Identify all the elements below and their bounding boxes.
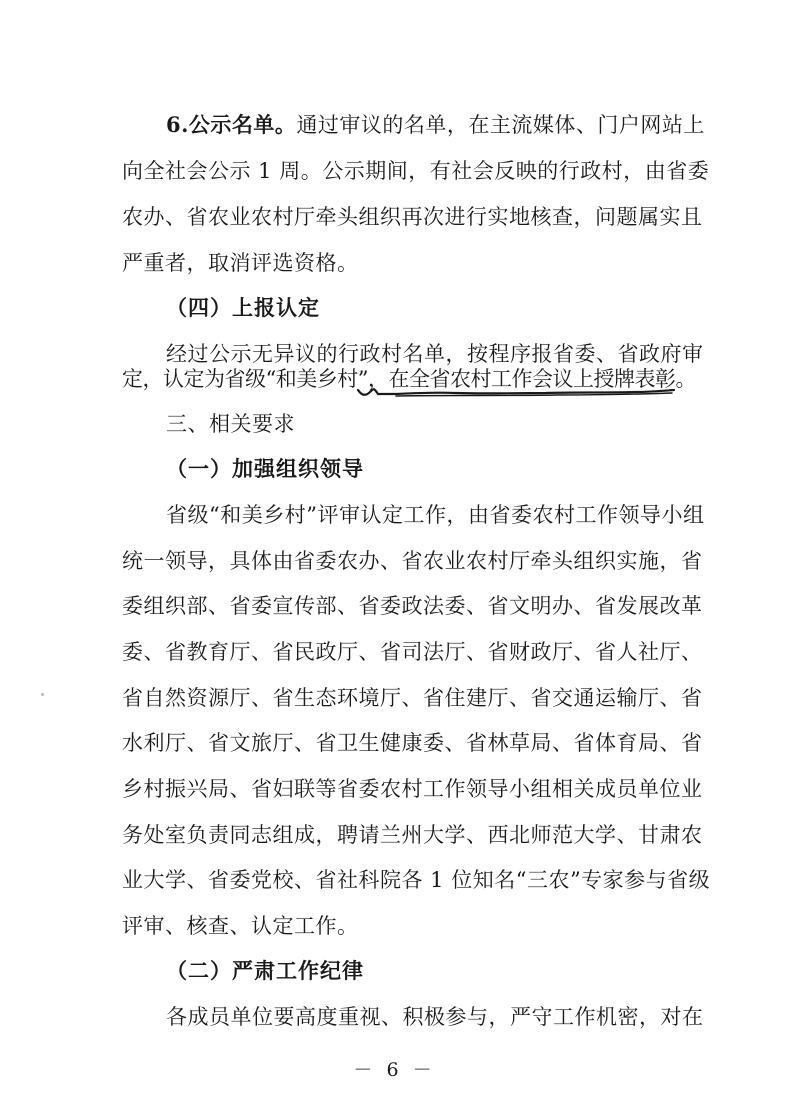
paragraph-line: 统一领导，具体由省委农办、省农业农村厅牵头组织实施，省 xyxy=(122,549,703,573)
paragraph-line: 业大学、省委党校、省社科院各 1 位知名“三农”专家参与省级 xyxy=(122,868,711,892)
section-heading: （二）严肃工作纪律 xyxy=(166,958,364,983)
paragraph-line: 评审、核查、认定工作。 xyxy=(122,914,359,938)
paragraph-line: 定，认定为省级“和美乡村”，在全省农村工作会议上授牌表彰。 xyxy=(122,367,696,391)
chapter-heading: 三、相关要求 xyxy=(166,412,295,436)
line-text: 通过审议的名单，在主流媒体、门户网站上 xyxy=(296,113,705,137)
section-heading: （四）上报认定 xyxy=(166,295,320,320)
paragraph-line xyxy=(166,113,705,137)
paragraph-line: 经过公示无异议的行政村名单，按程序报省委、省政府审 xyxy=(166,342,704,366)
item-lead: 6.公示名单。 xyxy=(166,112,297,137)
paragraph-line: 各成员单位要高度重视、积极参与，严守工作机密，对在 xyxy=(166,1005,704,1029)
page-number: － 6 － xyxy=(353,1059,436,1081)
paragraph-line: 省级“和美乡村”评审认定工作，由省委农村工作领导小组 xyxy=(166,503,705,527)
paragraph-line: 农办、省农业农村厅牵头组织再次进行实地核查，问题属实且 xyxy=(122,205,703,229)
section-heading: （一）加强组织领导 xyxy=(166,456,364,481)
paragraph-line: 乡村振兴局、省妇联等省委农村工作领导小组相关成员单位业 xyxy=(122,777,703,801)
paragraph-line: 水利厅、省文旅厅、省卫生健康委、省林草局、省体育局、省 xyxy=(122,731,703,755)
paragraph-line: 向全社会公示 1 周。公示期间，有社会反映的行政村，由省委 xyxy=(122,159,710,183)
handwritten-underline-mark xyxy=(356,384,676,404)
paragraph-line: 务处室负责同志组成，聘请兰州大学、西北师范大学、甘肃农 xyxy=(122,823,703,847)
paragraph-line: 委、省教育厅、省民政厅、省司法厅、省财政厅、省人社厅、 xyxy=(122,640,703,664)
scan-speck xyxy=(41,693,44,696)
paragraph-line: 严重者，取消评选资格。 xyxy=(122,251,359,275)
paragraph-line: 委组织部、省委宣传部、省委政法委、省文明办、省发展改革 xyxy=(122,594,703,618)
paragraph-line: 省自然资源厅、省生态环境厅、省住建厅、省交通运输厅、省 xyxy=(122,686,703,710)
